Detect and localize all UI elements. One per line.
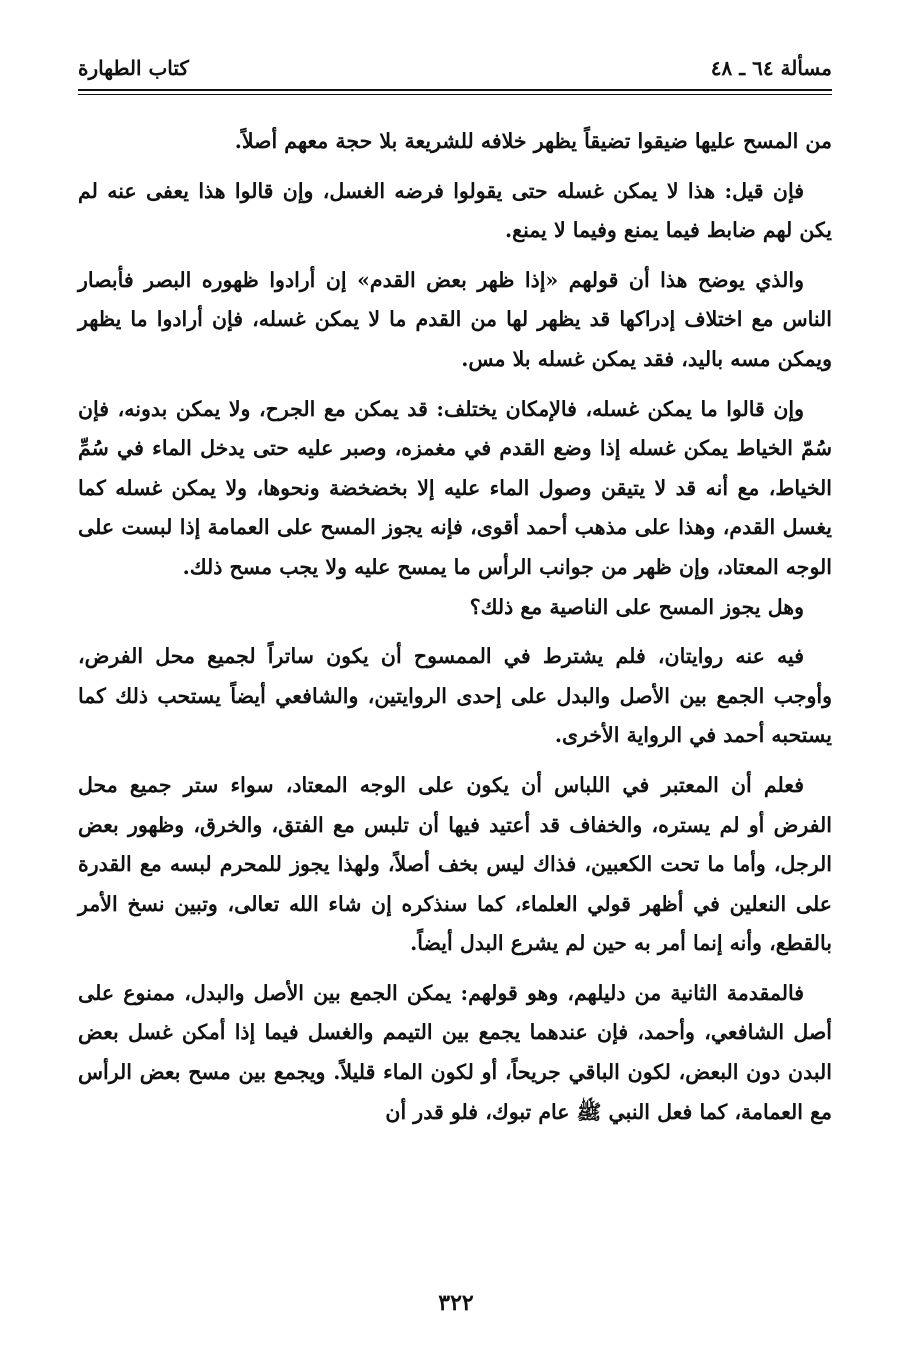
- paragraph-4: وإن قالوا ما يمكن غسله، فالإمكان يختلف: قد يمكن مع الجرح، ولا يمكن بدونه، فإن سُمّ الخياط يمكن غسله إذا وضع القدم في مغمزه، وصبر عليه حتى يدخل الماء في سُمِّ الخياط، مع أنه قد لا يتيقن وصول الماء عليه إلا بخضخضة ونحوها، ولا يمكن غسله كما يغسل القدم، وهذا على مذهب أحمد أقوى، فإنه يجوز المسح على العمامة إذا لبست على الوجه المعتاد، وإن ظهر من جوانب الرأس ما يمسح عليه ولا يجب مسح ذلك.: [78, 396, 832, 579]
- paragraph-7: فعلم أن المعتبر في اللباس أن يكون على الوجه المعتاد، سواء ستر جميع محل الفرض أو لم يستره، والخفاف قد أعتيد فيها أن تلبس مع الفتق، والخرق، وظهور بعض الرجل، وأما ما تحت الكعبين، فذاك ليس بخف أصلاً، ولهذا يجوز للمحرم لبسه مع القدرة على النعلين في أظهر قولي العلماء، كما سنذكره إن شاء الله تعالى، وتبين نسخ الأمر بالقطع، وأنه إنما أمر به حين لم يشرع البدل أيضاً.: [78, 772, 832, 956]
- paragraph-5: وهل يجوز المسح على الناصية مع ذلك؟: [469, 594, 804, 619]
- paragraph-8: فالمقدمة الثانية من دليلهم، وهو قولهم: يمكن الجمع بين الأصل والبدل، ممنوع على أصل الشافعي، وأحمد، فإن عندهما يجمع بين التيمم والغسل فيما إذا أمكن غسل بعض البدن دون البعض، لكون الباقي جريحاً، أو لكون الماء قليلاً. ويجمع بين مسح بعض الرأس مع العمامة، كما فعل النبي ﷺ عام تبوك، فلو قدر أن: [78, 980, 832, 1124]
- paragraph-2: فإن قيل: هذا لا يمكن غسله حتى يقولوا فرضه الغسل، وإن قالوا هذا يعفى عنه لم يكن لهم ضابط فيما يمنع وفيما لا يمنع.: [78, 178, 832, 243]
- header-rule-thin: [78, 94, 832, 95]
- body-text: [78, 122, 832, 1132]
- section-title: مسألة ٦٤ ـ ٤٨: [710, 56, 832, 80]
- page-header: [78, 56, 832, 86]
- paragraph-1: من المسح عليها ضيقوا تضيقاً يظهر خلافه للشريعة بلا حجة معهم أصلاً.: [234, 129, 832, 153]
- paragraph-6: فيه عنه روايتان، فلم يشترط في الممسوح أن يكون ساتراً لجميع محل الفرض، وأوجب الجمع بين الأصل والبدل على إحدى الروايتين، والشافعي أيضاً يستحب ذلك كما يستحبه أحمد في الرواية الأخرى.: [78, 644, 832, 748]
- paragraph-3: والذي يوضح هذا أن قولهم «إذا ظهر بعض القدم» إن أرادوا ظهوره البصر فأبصار الناس مع اختلاف إدراكها قد يظهر لها من القدم ما لا يمكن غسله، فإن أرادوا ما يظهر ويمكن مسه باليد، فقد يمكن غسله بلا مس.: [78, 267, 832, 371]
- book-title: كتاب الطهارة: [78, 56, 189, 80]
- header-rule-thick: [78, 89, 832, 91]
- page-number: ٣٢٢: [438, 1290, 474, 1316]
